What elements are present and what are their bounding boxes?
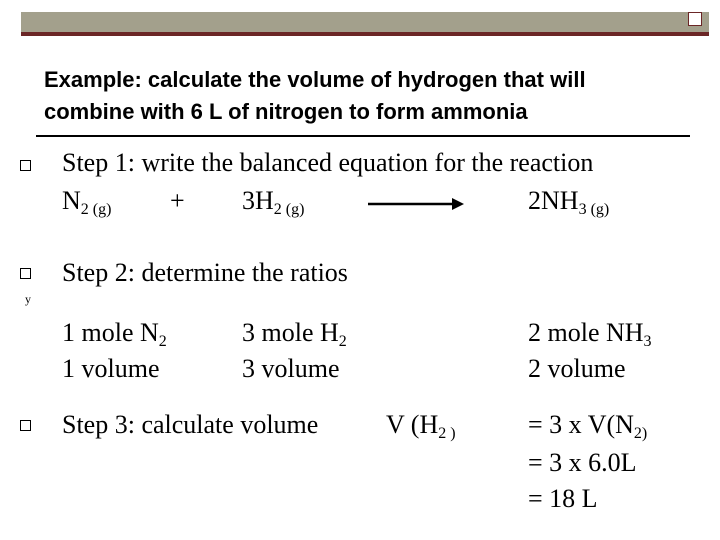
step-3-heading: Step 3: calculate volume bbox=[62, 410, 319, 439]
ratio-col2-mole: 3 mole $H_2$ bbox=[242, 318, 347, 350]
reaction-arrow-icon bbox=[368, 197, 464, 211]
calc-line-1: = 3 x $V(N_{2)}$ bbox=[528, 410, 648, 442]
ratio-col1-volume: 1 volume bbox=[62, 354, 160, 383]
bullet-step-3 bbox=[20, 420, 31, 431]
volume-h2-label: V ($H_{2 )}$ bbox=[386, 410, 456, 442]
step-2-heading: Step 2: determine the ratios bbox=[62, 258, 348, 287]
stray-letter: y bbox=[25, 292, 31, 306]
title-underline bbox=[36, 135, 690, 137]
bullet-step-2 bbox=[20, 268, 31, 279]
ratio-col3-volume: 2 volume bbox=[528, 354, 626, 383]
calc-line-3: = 18 L bbox=[528, 484, 598, 513]
ratio-col3-mole: 2 mole $NH_3$ bbox=[528, 318, 652, 350]
ratio-col2-volume: 3 volume bbox=[242, 354, 340, 383]
reactant-n2: $N_{2 (g)}$ bbox=[62, 186, 112, 218]
ratio-col1-mole: 1 mole $N_2$ bbox=[62, 318, 167, 350]
bullet-step-1 bbox=[20, 160, 31, 171]
title-line-2: combine with 6 L of nitrogen to form ammonia bbox=[44, 99, 528, 124]
title-line-1: Example: calculate the volume of hydrogen that will bbox=[44, 67, 586, 92]
slide-title bbox=[44, 64, 684, 128]
product-nh3: $2NH_{3 (g)}$ bbox=[528, 186, 610, 218]
slide-corner-square bbox=[688, 12, 702, 26]
step-1-heading: Step 1: write the balanced equation for the reaction bbox=[62, 148, 594, 177]
plus-sign: + bbox=[170, 186, 185, 215]
slide-header-bar bbox=[21, 12, 709, 36]
reactant-h2: $3H_{2 (g)}$ bbox=[242, 186, 305, 218]
calc-line-2: = 3 x 6.0L bbox=[528, 448, 637, 477]
